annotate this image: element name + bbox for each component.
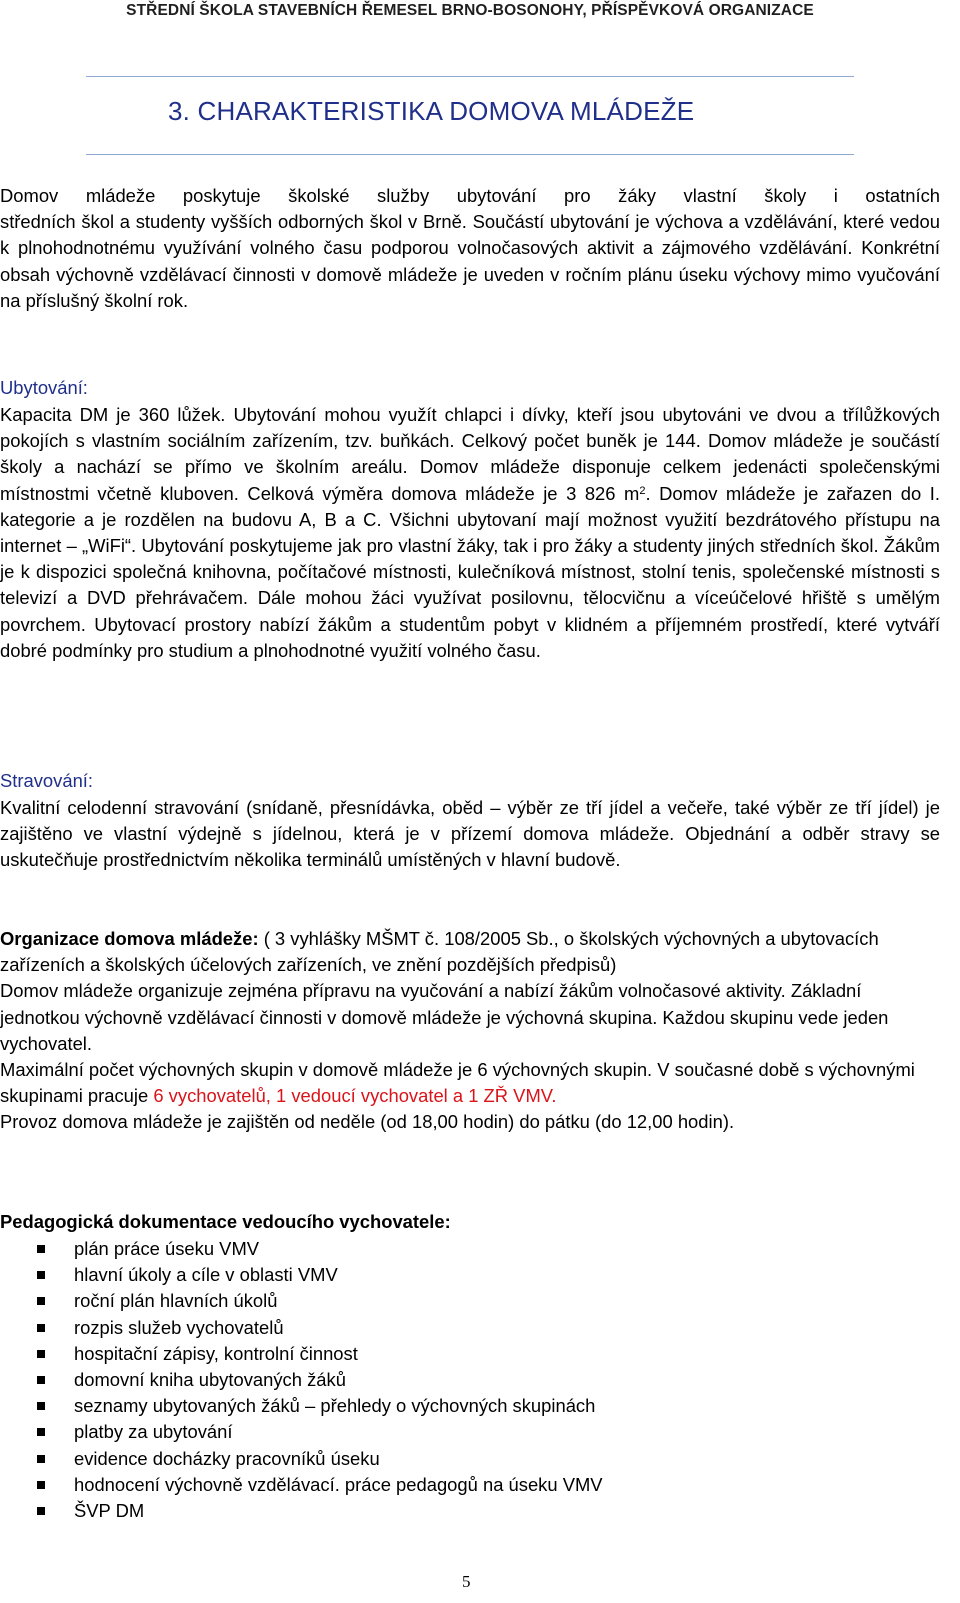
intro-lead-line: Domov mládeže poskytuje školské služby ubytování pro žáky vlastní školy i ostatních	[0, 185, 940, 206]
organizace-section	[0, 926, 940, 1136]
organizace-groups: Domov mládeže organizuje zejména přípravu na vyučování a nabízí žákům volnočasové aktivity. Základní jednotkou výchovně vzdělávací činnosti v domově mládeže je výchovná skupina. Každou skupinu vede jeden vychovatel.	[0, 980, 889, 1054]
page-header: STŘEDNÍ ŠKOLA STAVEBNÍCH ŘEMESEL BRNO-BOSONOHY, PŘÍSPĚVKOVÁ ORGANIZACE	[126, 2, 814, 19]
list-item	[0, 1262, 603, 1288]
list-item	[0, 1236, 603, 1262]
area-unit-exponent: 2	[639, 484, 646, 497]
list-item-text: roční plán hlavních úkolů	[74, 1290, 278, 1312]
square-bullet-icon	[37, 1428, 45, 1436]
organizace-intro	[0, 926, 940, 978]
list-item	[0, 1472, 603, 1498]
list-item-text: evidence docházky pracovníků úseku	[74, 1447, 380, 1469]
page-number: 5	[462, 1572, 471, 1591]
square-bullet-icon	[37, 1402, 45, 1410]
square-bullet-icon	[37, 1507, 45, 1515]
dokumentace-list	[0, 1236, 603, 1524]
staff-highlight: 6 vychovatelů, 1 vedoucí vychovatel a 1 ZŘ VMV.	[153, 1085, 557, 1107]
organizace-heading: Organizace domova mládeže:	[0, 928, 259, 949]
organizace-hours: Provoz domova mládeže je zajištěn od neděle (od 18,00 hodin) do pátku (do 12,00 hodin).	[0, 1111, 735, 1133]
square-bullet-icon	[37, 1376, 45, 1384]
stravovani-heading: Stravování:	[0, 770, 94, 791]
list-item	[0, 1393, 603, 1419]
ubytovani-text-a: Kapacita DM je 360 lůžek. Ubytování mohou využít chlapci i dívky, kteří jsou ubytováni ve dvou a třílůžkových pokojích s vlastním sociálním zařízením, tzv. buňkách. Celkový počet buněk je 144. Domov mládeže je součástí školy a nachází se přímo ve školním areálu. Domov mládeže disponuje celkem jedenácti společenskými místnostmi včetně kluboven. Celková výměra domova mládeže je 3 826 m	[0, 404, 940, 504]
list-item-text: hodnocení výchovně vzdělávací. práce pedagogů na úseku VMV	[74, 1473, 603, 1495]
square-bullet-icon	[37, 1297, 45, 1305]
ubytovani-heading: Ubytování:	[0, 377, 88, 398]
stravovani-paragraph: Kvalitní celodenní stravování (snídaně, přesnídávka, oběd – výběr ze tří jídel a večeře, také výběr ze tří jídel) je zajištěno ve vlastní výdejně s jídelnou, která je v přízemí domova mládeže. Objednání a odběr stravy se uskutečňuje prostřednictvím několika terminálů umístěných v hlavní budově.	[0, 797, 940, 871]
list-item	[0, 1288, 603, 1314]
square-bullet-icon	[37, 1324, 45, 1332]
list-item	[0, 1315, 603, 1341]
list-item	[0, 1367, 603, 1393]
dokumentace-heading: Pedagogická dokumentace vedoucího vychovatele:	[0, 1211, 451, 1232]
list-item-text: domovní kniha ubytovaných žáků	[74, 1368, 346, 1390]
ubytovani-paragraph	[0, 402, 940, 664]
list-item-text: plán práce úseku VMV	[74, 1238, 260, 1259]
list-item-text: rozpis služeb vychovatelů	[74, 1316, 284, 1338]
intro-paragraph	[0, 183, 940, 314]
list-item	[0, 1419, 603, 1445]
title-rule-top	[86, 76, 854, 77]
list-item-text: ŠVP DM	[74, 1499, 145, 1521]
list-item-text: hospitační zápisy, kontrolní činnost	[74, 1342, 358, 1364]
organizace-staff-text: Maximální počet výchovných skupin v domově mládeže je 6 výchovných skupin. V současné době s výchovnými skupinami pracuje	[0, 1059, 915, 1107]
list-item	[0, 1498, 603, 1524]
list-item-text: hlavní úkoly a cíle v oblasti VMV	[74, 1264, 338, 1286]
chapter-title: 3. CHARAKTERISTIKA DOMOVA MLÁDEŽE	[168, 96, 695, 126]
square-bullet-icon	[37, 1350, 45, 1358]
square-bullet-icon	[37, 1245, 45, 1253]
intro-text: středních škol a studenty vyšších odborných škol v Brně. Součástí ubytování je výchova a vzdělávání, které vedou k plnohodnotnému využívání volného času podporou volnočasových aktivit a zájmového vzdělávání. Konkrétní obsah výchovně vzdělávací činnosti v domově mládeže je uveden v ročním plánu úseku výchovy mimo vyučování na příslušný školní rok.	[0, 211, 940, 311]
organizace-legal-ref: ( 3 vyhlášky MŠMT č. 108/2005 Sb., o školských výchovných a ubytovacích zařízeních a školských účelových zařízeních, ve znění pozdějších předpisů)	[0, 928, 879, 976]
square-bullet-icon	[37, 1481, 45, 1489]
ubytovani-text-b: . Domov mládeže je zařazen do I. kategorie a je rozdělen na budovu A, B a C. Všichni ubytovaní mají možnost využití bezdrátového přístupu na internet – „WiFi“. Ubytování poskytujeme jak pro vlastní žáky, tak i pro žáky a studenty jiných středních škol. Žákům je k dispozici společná knihovna, počítačové místnosti, kulečníková místnost, stolní tenis, společenské místnosti s televizí a DVD přehrávačem. Dále mohou žáci využívat posilovnu, tělocvičnu a víceúčelové hřiště s umělým povrchem. Ubytovací prostory nabízí žákům a studentům pobyt v klidném a příjemném prostředí, které vytváří dobré podmínky pro studium a plnohodnotné využití volného času.	[0, 482, 940, 661]
list-item-text: platby za ubytování	[74, 1421, 233, 1443]
title-rule-bottom	[86, 154, 854, 155]
list-item	[0, 1341, 603, 1367]
organizace-staff	[0, 1057, 940, 1109]
list-item	[0, 1446, 603, 1472]
list-item-text: seznamy ubytovaných žáků – přehledy o výchovných skupinách	[74, 1395, 596, 1417]
square-bullet-icon	[37, 1455, 45, 1463]
square-bullet-icon	[37, 1271, 45, 1279]
